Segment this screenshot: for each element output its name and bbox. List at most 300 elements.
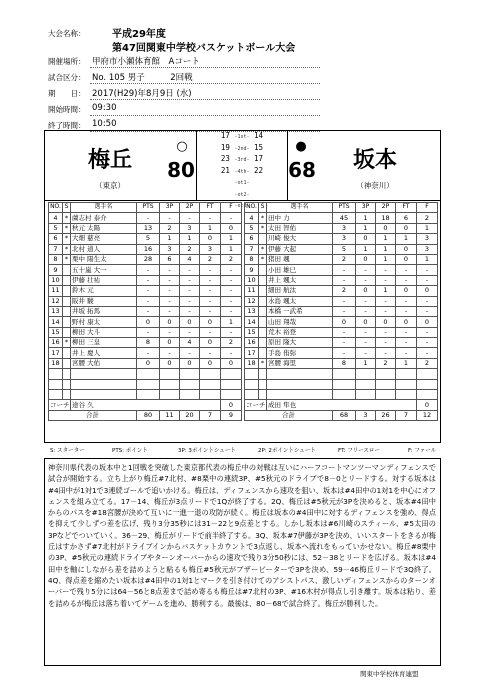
player-cell: -	[333, 296, 356, 306]
player-cell: 6	[396, 213, 417, 223]
player-row	[49, 306, 242, 316]
player-cell: 15	[49, 327, 63, 337]
player-cell: *	[259, 244, 267, 254]
player-cell: 大畑 慈亮	[71, 234, 137, 244]
coach-name: 途谷 久	[71, 400, 221, 410]
player-cell: -	[356, 306, 376, 316]
empty-cell	[63, 369, 71, 379]
home-final-score: 80	[167, 158, 195, 182]
empty-cell	[180, 369, 200, 379]
player-cell: -	[333, 348, 356, 358]
player-cell	[63, 286, 71, 296]
player-cell: -	[137, 265, 160, 275]
legend-ft: FT: フリースロー	[338, 448, 380, 454]
empty-cell	[71, 379, 137, 389]
player-cell: -	[180, 213, 200, 223]
empty-cell	[356, 379, 376, 389]
column-header: S	[259, 203, 267, 213]
player-cell: 秋元 太陽	[71, 223, 137, 233]
away-final-score: 68	[288, 158, 316, 182]
empty-cell	[221, 379, 242, 389]
player-cell: 15	[245, 327, 259, 337]
player-cell: 猪田 颯	[267, 254, 333, 264]
player-cell: 4	[180, 254, 200, 264]
player-row	[49, 327, 242, 337]
player-cell: -	[376, 296, 396, 306]
column-header: S	[63, 203, 71, 213]
empty-cell	[137, 379, 160, 389]
player-cell: 0	[356, 254, 376, 264]
player-cell: 原田 隆大	[267, 338, 333, 348]
column-header: FT	[200, 203, 221, 213]
player-cell: 16	[137, 244, 160, 254]
player-cell: -	[137, 286, 160, 296]
column-header: 選手名	[267, 203, 333, 213]
player-cell: 5	[49, 223, 63, 233]
player-cell: 1	[376, 244, 396, 254]
player-cell: -	[180, 296, 200, 306]
player-cell: -	[180, 348, 200, 358]
empty-cell	[49, 379, 63, 389]
empty-cell	[333, 390, 356, 400]
player-cell: 本橋 一武希	[267, 306, 333, 316]
player-cell: 2	[333, 254, 356, 264]
player-row	[49, 244, 242, 254]
venue-value: 甲府市小瀬体育館 Aコート	[92, 57, 200, 67]
player-row	[49, 296, 242, 306]
empty-cell	[259, 369, 267, 379]
player-cell: 8	[137, 338, 160, 348]
legend-2p: 2P: 2ポイントシュート	[258, 448, 316, 454]
player-cell: 柳田 三皇	[71, 338, 137, 348]
quarter-row-3: 23 -3rd- 17	[220, 154, 264, 163]
player-cell: -	[396, 296, 417, 306]
player-cell: 五十嵐 大一	[71, 265, 137, 275]
coach-label: コーチ	[246, 400, 266, 409]
column-header: 2P	[376, 203, 396, 213]
player-row	[245, 338, 438, 348]
player-cell: 1	[396, 358, 417, 368]
player-cell: 18	[245, 358, 259, 368]
player-cell: 1	[180, 234, 200, 244]
player-cell: 0	[160, 317, 180, 327]
empty-cell	[137, 369, 160, 379]
total-ft: 7	[396, 410, 417, 420]
total-ft: 7	[200, 410, 221, 420]
player-cell: 柳田 大斗	[71, 327, 137, 337]
player-row	[49, 286, 242, 296]
legend-points: PTS: ポイント	[112, 448, 148, 454]
player-row	[49, 223, 242, 233]
empty-cell	[267, 379, 333, 389]
player-cell: 0	[356, 234, 376, 244]
player-cell: 3	[200, 244, 221, 254]
player-cell: 0	[137, 317, 160, 327]
empty-cell	[160, 369, 180, 379]
player-cell: *	[259, 213, 267, 223]
player-cell: 太田 智佑	[267, 223, 333, 233]
player-cell: 5	[137, 234, 160, 244]
column-header: F	[221, 203, 242, 213]
player-cell: 1	[221, 317, 242, 327]
start-value: 09:30	[92, 103, 117, 113]
player-cell: -	[221, 265, 242, 275]
player-cell: 2	[417, 213, 438, 223]
empty-cell	[200, 390, 221, 400]
player-cell: 45	[333, 213, 356, 223]
player-row	[49, 275, 242, 285]
player-cell: 7	[49, 244, 63, 254]
empty-cell	[49, 369, 63, 379]
player-cell: -	[417, 327, 438, 337]
player-row	[49, 338, 242, 348]
player-cell: 井上 颯太	[267, 275, 333, 285]
player-cell: 1	[356, 244, 376, 254]
player-cell: -	[417, 296, 438, 306]
player-cell: 小田 雄巳	[267, 265, 333, 275]
player-cell: 田中 力	[267, 213, 333, 223]
player-row	[49, 358, 242, 368]
player-cell: -	[356, 296, 376, 306]
start-label: 開始時間：	[48, 105, 86, 114]
player-cell: 5	[333, 244, 356, 254]
player-cell: -	[333, 306, 356, 316]
empty-cell	[63, 379, 71, 389]
player-cell: 16	[49, 338, 63, 348]
empty-cell	[160, 379, 180, 389]
player-cell: -	[160, 286, 180, 296]
player-cell: 鈴木 元	[71, 286, 137, 296]
empty-cell	[356, 390, 376, 400]
player-cell: -	[221, 306, 242, 316]
empty-cell	[221, 390, 242, 400]
column-header: 3P	[160, 203, 180, 213]
player-cell: 0	[180, 358, 200, 368]
player-cell: -	[333, 327, 356, 337]
quarter-row-2: 19 -2nd- 15	[220, 142, 264, 152]
total-foul: 9	[221, 410, 242, 420]
player-cell: -	[221, 348, 242, 358]
empty-cell	[63, 390, 71, 400]
player-cell: 13	[245, 306, 259, 316]
player-cell: 5	[245, 223, 259, 233]
column-header: 2P	[180, 203, 200, 213]
player-row	[245, 348, 438, 358]
player-cell: -	[417, 348, 438, 358]
player-cell: 2	[200, 254, 221, 264]
player-cell: -	[160, 327, 180, 337]
empty-cell	[200, 369, 221, 379]
player-cell: 0	[137, 358, 160, 368]
player-cell	[63, 348, 71, 358]
total-3p: 3	[356, 410, 376, 420]
empty-cell	[267, 369, 333, 379]
player-row	[245, 265, 438, 275]
player-cell: 0	[376, 317, 396, 327]
player-cell: 0	[333, 317, 356, 327]
column-header: 選手名	[71, 203, 137, 213]
player-cell: 1	[417, 254, 438, 264]
player-cell: 栗中 陽生太	[71, 254, 137, 264]
player-cell: *	[63, 254, 71, 264]
player-cell: 0	[200, 338, 221, 348]
player-cell: *	[63, 213, 71, 223]
empty-cell	[245, 390, 259, 400]
player-cell: 14	[49, 317, 63, 327]
player-cell: 13	[137, 223, 160, 233]
player-cell: 0	[221, 358, 242, 368]
empty-cell	[245, 369, 259, 379]
player-cell: *	[63, 338, 71, 348]
player-row	[49, 265, 242, 275]
player-cell: 阪井 駿	[71, 296, 137, 306]
home-team-name: 梅丘	[87, 148, 132, 173]
empty-cell	[49, 390, 63, 400]
player-cell: 1	[396, 234, 417, 244]
player-cell: *	[63, 223, 71, 233]
home-win-mark: ○	[176, 139, 188, 154]
player-cell: 13	[49, 306, 63, 316]
player-cell	[259, 265, 267, 275]
player-cell: 0	[160, 358, 180, 368]
coach-label: コーチ	[50, 400, 70, 409]
player-cell: -	[200, 265, 221, 275]
player-cell: -	[160, 296, 180, 306]
player-row	[49, 234, 242, 244]
player-row	[245, 317, 438, 327]
legend-3p: 3P: 3ポイントシュート	[178, 448, 236, 454]
player-cell: 北村 道人	[71, 244, 137, 254]
empty-cell	[376, 369, 396, 379]
date-label: 期 日：	[48, 89, 86, 98]
empty-cell	[180, 390, 200, 400]
player-cell: 1	[200, 223, 221, 233]
player-cell: -	[200, 306, 221, 316]
player-cell: 伊藤 壮祐	[71, 275, 137, 285]
player-cell: *	[259, 358, 267, 368]
player-cell: 0	[200, 317, 221, 327]
player-cell: 0	[396, 286, 417, 296]
player-cell: 2	[376, 358, 396, 368]
quarter-row-ot3: -ot3-	[234, 203, 250, 209]
player-cell: 井上 慶人	[71, 348, 137, 358]
player-cell: 0	[160, 338, 180, 348]
home-team-region: （東京）	[95, 181, 125, 190]
empty-cell	[137, 390, 160, 400]
player-cell: 0	[356, 286, 376, 296]
total-2p: 20	[180, 410, 200, 420]
player-cell: -	[200, 286, 221, 296]
player-cell: -	[396, 338, 417, 348]
player-cell: 11	[245, 286, 259, 296]
quarter-scores	[200, 131, 284, 212]
player-cell: 3	[333, 234, 356, 244]
player-cell: -	[160, 306, 180, 316]
player-cell: 0	[396, 244, 417, 254]
quarter-row-ot1: -ot1-	[234, 180, 250, 186]
player-cell: -	[396, 265, 417, 275]
empty-cell	[396, 379, 417, 389]
empty-cell	[267, 390, 333, 400]
player-cell: -	[200, 348, 221, 358]
player-cell: 野村 康太	[71, 317, 137, 327]
player-cell: 手島 侑弥	[267, 348, 333, 358]
player-cell: 0	[396, 223, 417, 233]
player-cell: *	[259, 254, 267, 264]
player-cell: 11	[49, 286, 63, 296]
player-cell: 14	[245, 317, 259, 327]
empty-cell	[180, 379, 200, 389]
player-cell: 16	[245, 338, 259, 348]
player-cell: -	[396, 348, 417, 358]
player-cell: 2	[221, 338, 242, 348]
player-cell: -	[221, 213, 242, 223]
empty-cell	[71, 369, 137, 379]
player-row	[245, 213, 438, 223]
player-cell	[259, 296, 267, 306]
player-row	[245, 306, 438, 316]
player-cell: 0	[396, 317, 417, 327]
player-cell: -	[417, 265, 438, 275]
player-cell: -	[376, 348, 396, 358]
player-cell: 17	[49, 348, 63, 358]
away-stats-table	[244, 202, 438, 421]
tournament-year: 平成29年度	[112, 29, 166, 40]
player-cell	[63, 358, 71, 368]
player-cell: 9	[245, 265, 259, 275]
empty-cell	[245, 379, 259, 389]
player-cell: *	[63, 234, 71, 244]
player-cell	[259, 234, 267, 244]
venue-label: 開催場所：	[48, 57, 86, 66]
player-cell	[63, 275, 71, 285]
player-cell: 1	[376, 286, 396, 296]
player-cell: -	[221, 327, 242, 337]
empty-cell	[376, 379, 396, 389]
legend-starter: S: スターター	[50, 448, 85, 454]
player-cell: -	[376, 338, 396, 348]
player-cell: 1	[221, 244, 242, 254]
empty-cell	[71, 390, 137, 400]
player-cell: -	[376, 275, 396, 285]
player-cell: 3	[160, 244, 180, 254]
quarter-row-4: 21 -4th- 22	[220, 165, 264, 175]
player-cell: -	[160, 275, 180, 285]
player-cell: -	[376, 306, 396, 316]
player-cell: 8	[333, 358, 356, 368]
player-cell: 井坂 拓馬	[71, 306, 137, 316]
away-loss-mark: ●	[295, 139, 307, 154]
total-row	[49, 410, 242, 420]
player-cell: 0	[356, 317, 376, 327]
total-foul: 12	[417, 410, 438, 420]
column-header: F	[417, 203, 438, 213]
player-cell: -	[180, 265, 200, 275]
player-cell: -	[137, 327, 160, 337]
player-cell: 4	[180, 338, 200, 348]
away-team-name: 坂本	[352, 148, 397, 173]
empty-cell	[160, 390, 180, 400]
tournament-label: 大会名称：	[48, 29, 86, 38]
column-header: NO.	[49, 203, 63, 213]
player-cell	[63, 265, 71, 275]
empty-cell	[356, 369, 376, 379]
player-cell: 山田 翔哉	[267, 317, 333, 327]
player-cell: -	[160, 265, 180, 275]
player-cell	[259, 317, 267, 327]
empty-cell	[259, 390, 267, 400]
division-value: No. 105 男子 2回戦	[92, 73, 193, 83]
player-cell: *	[259, 223, 267, 233]
column-header: PTS	[137, 203, 160, 213]
player-cell: 12	[245, 296, 259, 306]
player-cell	[63, 296, 71, 306]
table-header-row	[245, 203, 438, 213]
player-cell: 水島 颯太	[267, 296, 333, 306]
player-row	[49, 213, 242, 223]
player-cell: -	[160, 213, 180, 223]
legend-foul: F: ファール	[408, 448, 437, 454]
player-cell: -	[333, 265, 356, 275]
player-row	[245, 327, 438, 337]
column-header: 3P	[356, 203, 376, 213]
player-cell: 4	[245, 213, 259, 223]
empty-row	[49, 369, 242, 379]
empty-row	[49, 390, 242, 400]
player-cell: 0	[221, 223, 242, 233]
player-cell: -	[356, 275, 376, 285]
player-row	[245, 254, 438, 264]
game-summary-text: 神奈川県代表の坂本中と1回戦を突破した東京都代表の梅丘中の対戦は互いにハーフコートマンツーマンディフェンスで試合が開始する。立ち上がり梅丘#7北村、#8栗中の連続3P、#5秋元のドライブで8－0とリードする。対する坂本は#4田中が1対1で3連続ゴールで追いかける。梅丘は、ディフェンスから速攻を狙い、坂本は#4田中の1対1を中心にオフェンスを組み立てる。17－14、梅丘が3点リードで1Qが終了する。2Q、梅丘は#5秋元が3Pを決めると、坂本#4田中からのパスを#18宮腰が決めて互いに一進一退の攻防が続く。梅丘は坂本の#4田中に対するディフェンスを強め、得点を抑えて少しずつ差を広げ、残り3分35秒には31－22と9点差とする。しかし坂本は#6川崎のスティール、#5太田の3Pなどでついていく。36－29、梅丘がリードで前半終了する。3Q、坂本#7伊藤が3Pを決め、いいスタートをきるが梅丘はすかさず#7北村がドライブインからバスケットカウントで3点返し、坂本へ流れをもっていかせない。梅丘#8栗中の3P、#5秋元の連続ドライブやターンオーバーからの速攻で残り3分50秒には、52－38とリードを広げる。坂本は#4田中を軸にしながら差を詰めようと粘るも梅丘#5秋元がブザービーターで3Pを決め、59－46梅丘リードで3Q終了。4Q、得点差を縮めたい坂本は#4田中の1対1とマークを引き付けてのアシストパス、激しいディフェンスからのターンオーバーで残り5分には64－56と8点差まで詰め寄るも梅丘は#7北村の3P、#16木村が得点し引き離す。坂本は粘り、差を詰めるが梅丘は落ち着いてゲームを進め、勝利する。最後は、80－68で試合終了。梅丘が勝利した。	[48, 463, 436, 608]
total-3p: 11	[160, 410, 180, 420]
player-cell: 4	[49, 213, 63, 223]
player-cell: -	[417, 338, 438, 348]
player-cell	[63, 327, 71, 337]
player-cell: -	[417, 275, 438, 285]
date-value: 2017(H29)年8月9日 (水)	[92, 89, 192, 99]
player-cell: 0	[376, 223, 396, 233]
coach-name: 成田 隼也	[267, 400, 417, 410]
player-cell: -	[396, 275, 417, 285]
column-header: NO.	[245, 203, 259, 213]
player-cell: 18	[376, 213, 396, 223]
player-cell: 2	[417, 358, 438, 368]
home-stats-table	[48, 202, 242, 421]
empty-cell	[200, 379, 221, 389]
player-cell: 宮腰 大佑	[71, 358, 137, 368]
player-cell: -	[180, 327, 200, 337]
tournament-title: 第47回関東中学校バスケットボール大会	[112, 43, 296, 54]
player-cell: -	[396, 327, 417, 337]
player-cell: 17	[245, 348, 259, 358]
total-pts: 80	[137, 410, 160, 420]
player-cell: -	[200, 213, 221, 223]
player-cell: -	[137, 296, 160, 306]
empty-row	[245, 390, 438, 400]
player-cell: 6	[160, 254, 180, 264]
player-cell: -	[333, 338, 356, 348]
coach-row	[49, 400, 242, 410]
player-cell: 0	[417, 286, 438, 296]
player-cell	[259, 338, 267, 348]
quarter-row-ot2: -ot2-	[234, 191, 250, 198]
player-cell: -	[137, 275, 160, 285]
player-cell: 8	[49, 254, 63, 264]
player-cell: -	[200, 327, 221, 337]
table-header-row	[49, 203, 242, 213]
player-cell: 0	[180, 317, 200, 327]
player-row	[49, 254, 242, 264]
